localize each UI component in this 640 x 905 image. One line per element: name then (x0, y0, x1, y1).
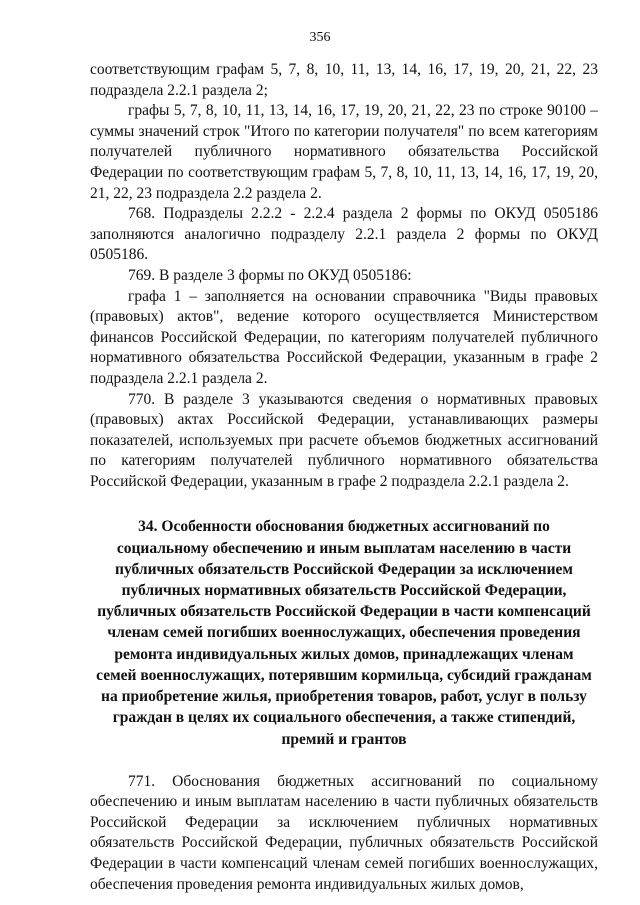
paragraph-770: 770. В разделе 3 указываются сведения о нормативных правовых (правовых) актах Российской Федерации, устанавливающих размеры показателей, используемых при расчете объемов бюджетных ассигнований по категориям получателей публичного нормативного обязательства Российской Федерации, указанным в графе 2 подраздела 2.2.1 раздела 2. (90, 390, 598, 490)
paragraph: графы 5, 7, 8, 10, 11, 13, 14, 16, 17, 19, 20, 21, 22, 23 по строке 90100 – суммы значений строк "Итого по категории получателя" по всем категориям получателей публичного нормативного обязательства Российской Федерации по соответствующим графам 5, 7, 8, 10, 11, 13, 14, 16, 17, 19, 20, 21, 22, 23 подраздела 2.2 раздела 2. (90, 102, 598, 202)
document-body (90, 60, 598, 895)
page-number: 356 (309, 30, 331, 45)
paragraph: графа 1 – заполняется на основании справочника "Виды правовых (правовых) актов", ведение которого осуществляется Министерством финансов Российской Федерации, по категориям получателей публичного нормативного обязательства Российской Федерации, указанным в графе 2 подраздела 2.2.1 раздела 2. (90, 287, 598, 387)
paragraph-769: 769. В разделе 3 формы по ОКУД 0505186: (128, 266, 412, 284)
paragraph-768: 768. Подразделы 2.2.2 - 2.2.4 раздела 2 формы по ОКУД 0505186 заполняются аналогично подразделу 2.2.1 раздела 2 формы по ОКУД 0505186. (90, 205, 598, 264)
paragraph: соответствующим графам 5, 7, 8, 10, 11, 13, 14, 16, 17, 19, 20, 21, 22, 23 подраздела 2.2.1 раздела 2; (90, 61, 598, 99)
paragraph-771: 771. Обоснования бюджетных ассигнований по социальному обеспечению и иным выплатам населению в части публичных обязательств Российской Федерации за исключением публичных нормативных обязательств Российской Федерации, публичных обязательств Российской Федерации в части компенсаций членам семей погибших военнослужащих, обеспечения проведения ремонта индивидуальных жилых домов, (90, 772, 598, 893)
section-heading: 34. Особенности обоснования бюджетных ассигнований по социальному обеспечению и иным выплатам населению в части публичных обязательств Российской Федерации за исключением публичных нормативных обязательств Российской Федерации, публичных обязательств Российской Федерации в части компенсаций членам семей погибших военнослужащих, обеспечения проведения ремонта индивидуальных жилых домов, принадлежащих членам семей военнослужащих, потерявшим кормильца, субсидий гражданам на приобретение жилья, приобретения товаров, работ, услуг в пользу граждан в целях их социального обеспечения, а также стипендий, премий и грантов (96, 518, 592, 748)
